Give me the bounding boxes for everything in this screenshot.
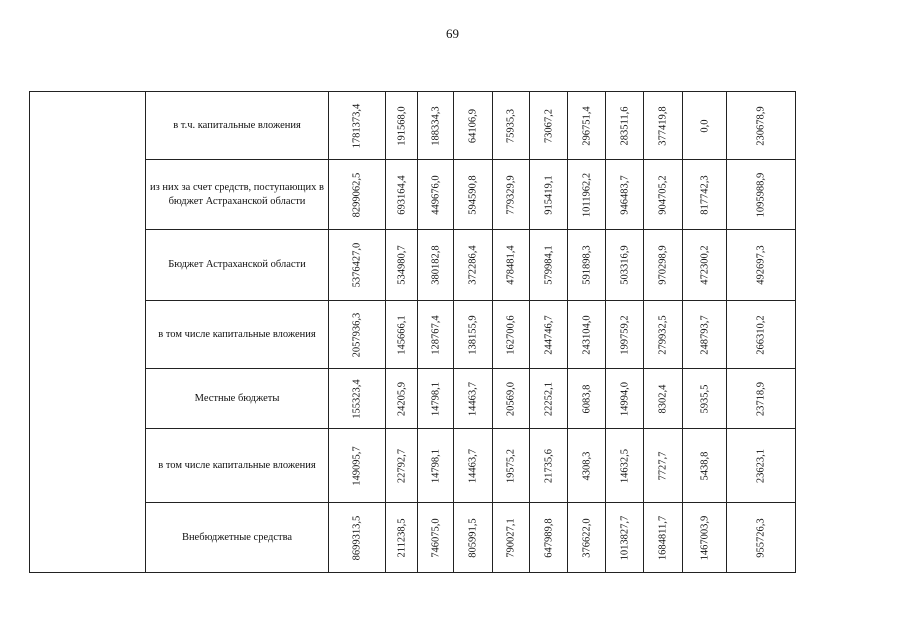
cell-value: 128767,4: [430, 314, 441, 355]
cell-value: 14463,7: [467, 448, 479, 483]
cell-value: 7727,7: [657, 451, 669, 480]
cell-value: 22792,7: [396, 448, 407, 483]
value-cell: [568, 369, 606, 429]
cell-value: 191568,0: [396, 105, 407, 146]
cell-value: 790027,1: [505, 517, 517, 558]
value-cell: [493, 369, 530, 429]
cell-value: 647989,8: [543, 517, 554, 558]
cell-value: 5438,8: [699, 451, 710, 480]
cell-value: 1013827,7: [619, 515, 630, 560]
value-cell: [493, 92, 530, 160]
cell-value: 1095988,9: [755, 172, 767, 217]
value-cell: [329, 369, 386, 429]
value-cell: [644, 230, 683, 301]
value-cell: [568, 301, 606, 369]
value-cell: [530, 92, 568, 160]
value-cell: [568, 429, 606, 503]
cell-value: 915419,1: [543, 174, 554, 215]
cell-value: 5376427,0: [351, 242, 363, 288]
cell-value: 279932,5: [657, 314, 669, 355]
cell-value: 2057936,3: [351, 312, 363, 357]
cell-value: 805991,5: [467, 517, 479, 558]
cell-value: 266310,2: [755, 314, 767, 355]
table-row: [30, 92, 796, 160]
value-cell: [493, 230, 530, 301]
value-cell: [644, 369, 683, 429]
cell-value: 6083,8: [581, 384, 592, 413]
cell-value: 211238,5: [396, 518, 407, 557]
cell-value: 779329,9: [505, 174, 517, 215]
value-cell: [493, 429, 530, 503]
value-cell: [683, 503, 727, 573]
value-cell: [454, 369, 493, 429]
cell-value: 24205,9: [396, 381, 407, 416]
value-cell: [454, 92, 493, 160]
value-cell: [530, 429, 568, 503]
value-cell: [329, 92, 386, 160]
value-cell: [418, 160, 454, 230]
cell-value: 296751,4: [581, 105, 592, 146]
value-cell: [329, 230, 386, 301]
value-cell: [530, 160, 568, 230]
value-cell: [418, 429, 454, 503]
row-label: в т.ч. капитальные вложения: [146, 92, 329, 160]
value-cell: [606, 230, 644, 301]
cell-value: 14632,5: [619, 448, 630, 483]
value-cell: [568, 503, 606, 573]
value-cell: [644, 92, 683, 160]
value-cell: [530, 230, 568, 301]
value-cell: [727, 92, 796, 160]
row-label: в том числе капитальные вложения: [146, 301, 329, 369]
blank-left-column: [30, 92, 146, 573]
cell-value: 449676,0: [430, 174, 441, 215]
value-cell: [644, 160, 683, 230]
value-cell: [606, 160, 644, 230]
cell-value: 746075,0: [430, 517, 441, 558]
value-cell: [530, 503, 568, 573]
value-cell: [530, 369, 568, 429]
cell-value: 1011962,2: [581, 172, 592, 217]
cell-value: 20569,0: [505, 381, 517, 416]
cell-value: 492697,3: [755, 245, 767, 285]
budget-table: [29, 91, 796, 573]
cell-value: 817742,3: [699, 174, 710, 215]
value-cell: [418, 301, 454, 369]
value-cell: [606, 429, 644, 503]
cell-value: 14463,7: [467, 381, 479, 416]
cell-value: 230678,9: [755, 105, 767, 146]
cell-value: 904705,2: [657, 174, 669, 215]
value-cell: [329, 503, 386, 573]
value-cell: [568, 92, 606, 160]
cell-value: 376622,0: [581, 517, 592, 558]
value-cell: [683, 369, 727, 429]
row-label: из них за счет средств, поступающих в бюджет Астраханской области: [146, 160, 329, 230]
cell-value: 188334,3: [430, 105, 441, 146]
page-number: 69: [446, 26, 459, 41]
value-cell: [727, 160, 796, 230]
value-cell: [386, 429, 418, 503]
value-cell: [727, 301, 796, 369]
cell-value: 372286,4: [467, 245, 479, 285]
value-cell: [644, 503, 683, 573]
cell-value: 243104,0: [581, 314, 592, 355]
value-cell: [386, 369, 418, 429]
value-cell: [606, 503, 644, 573]
cell-value: 0,0: [699, 118, 710, 133]
value-cell: [329, 301, 386, 369]
cell-value: 14798,1: [430, 381, 441, 416]
cell-value: 478481,4: [505, 245, 517, 285]
value-cell: [418, 92, 454, 160]
cell-value: 145666,1: [396, 314, 407, 355]
value-cell: [454, 160, 493, 230]
cell-value: 970298,9: [657, 245, 669, 285]
value-cell: [606, 92, 644, 160]
value-cell: [386, 230, 418, 301]
cell-value: 472300,2: [699, 245, 710, 285]
cell-value: 946483,7: [619, 174, 630, 215]
cell-value: 199759,2: [619, 314, 630, 355]
cell-value: 1684811,7: [657, 515, 669, 560]
cell-value: 377419,8: [657, 105, 669, 146]
cell-value: 8699313,5: [351, 515, 363, 560]
value-cell: [386, 503, 418, 573]
cell-value: 73067,2: [543, 108, 554, 143]
value-cell: [386, 301, 418, 369]
cell-value: 380182,8: [430, 245, 441, 285]
cell-value: 594590,8: [467, 174, 479, 215]
value-cell: [606, 369, 644, 429]
cell-value: 22252,1: [543, 381, 554, 416]
cell-value: 19575,2: [505, 448, 517, 483]
value-cell: [727, 429, 796, 503]
value-cell: [418, 230, 454, 301]
cell-value: 693164,4: [396, 174, 407, 215]
cell-value: 283511,6: [619, 106, 630, 145]
value-cell: [683, 92, 727, 160]
cell-value: 64106,9: [467, 108, 479, 143]
cell-value: 23623,1: [755, 448, 767, 483]
value-cell: [683, 230, 727, 301]
cell-value: 579984,1: [543, 245, 554, 285]
cell-value: 534980,7: [396, 245, 407, 285]
cell-value: 21735,6: [543, 448, 554, 483]
cell-value: 503316,9: [619, 245, 630, 285]
value-cell: [568, 160, 606, 230]
cell-value: 591898,3: [581, 245, 592, 285]
value-cell: [418, 369, 454, 429]
value-cell: [454, 503, 493, 573]
value-cell: [683, 301, 727, 369]
cell-value: 1781373,4: [351, 103, 363, 148]
row-label: Бюджет Астраханской области: [146, 230, 329, 301]
value-cell: [644, 429, 683, 503]
cell-value: 955726,3: [755, 517, 767, 558]
value-cell: [386, 92, 418, 160]
cell-value: 244746,7: [543, 314, 554, 355]
row-label: Местные бюджеты: [146, 369, 329, 429]
cell-value: 14994,0: [619, 381, 630, 416]
cell-value: 5935,5: [699, 384, 710, 413]
cell-value: 138155,9: [467, 314, 479, 355]
value-cell: [493, 301, 530, 369]
value-cell: [454, 230, 493, 301]
cell-value: 23718,9: [755, 381, 767, 416]
value-cell: [386, 160, 418, 230]
value-cell: [418, 503, 454, 573]
cell-value: 4308,3: [581, 451, 592, 480]
value-cell: [454, 429, 493, 503]
value-cell: [568, 230, 606, 301]
value-cell: [727, 503, 796, 573]
value-cell: [329, 429, 386, 503]
value-cell: [727, 369, 796, 429]
cell-value: 155323,4: [351, 378, 363, 419]
cell-value: 8302,4: [657, 384, 669, 413]
value-cell: [727, 230, 796, 301]
value-cell: [493, 160, 530, 230]
cell-value: 14798,1: [430, 448, 441, 483]
row-label: в том числе капитальные вложения: [146, 429, 329, 503]
value-cell: [683, 429, 727, 503]
cell-value: 1467003,9: [699, 515, 710, 560]
value-cell: [493, 503, 530, 573]
cell-value: 149095,7: [351, 445, 363, 486]
cell-value: 162700,6: [505, 314, 517, 355]
row-label: Внебюджетные средства: [146, 503, 329, 573]
value-cell: [606, 301, 644, 369]
value-cell: [683, 160, 727, 230]
cell-value: 75935,3: [505, 108, 517, 143]
value-cell: [644, 301, 683, 369]
cell-value: 248793,7: [699, 314, 710, 355]
value-cell: [454, 301, 493, 369]
value-cell: [329, 160, 386, 230]
value-cell: [530, 301, 568, 369]
cell-value: 8299062,5: [351, 172, 363, 217]
